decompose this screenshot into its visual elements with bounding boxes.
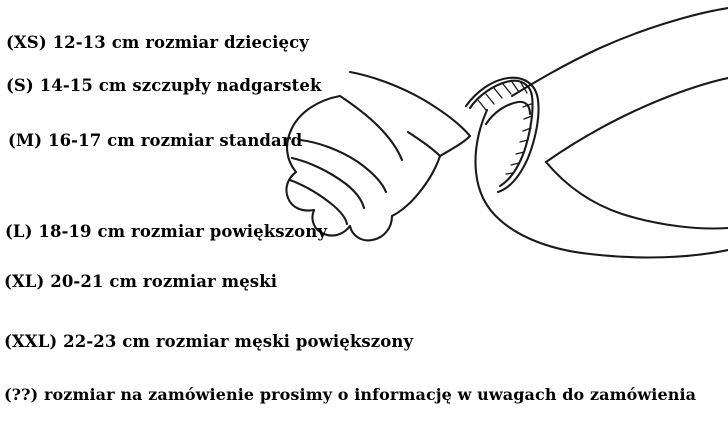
size-line-xs: (XS) 12-13 cm rozmiar dziecięcy — [6, 33, 309, 52]
size-line-l: (L) 18-19 cm rozmiar powiększony — [5, 222, 328, 241]
size-line-m: (M) 16-17 cm rozmiar standard — [8, 131, 303, 150]
size-line-xxl: (XXL) 22-23 cm rozmiar męski powiększony — [4, 332, 414, 351]
size-line-custom: (??) rozmiar na zamówienie prosimy o informację w uwagach do zamówienia — [4, 385, 697, 404]
size-line-s: (S) 14-15 cm szczupły nadgarstek — [6, 76, 322, 95]
size-line-xl: (XL) 20-21 cm rozmiar męski — [4, 272, 278, 291]
